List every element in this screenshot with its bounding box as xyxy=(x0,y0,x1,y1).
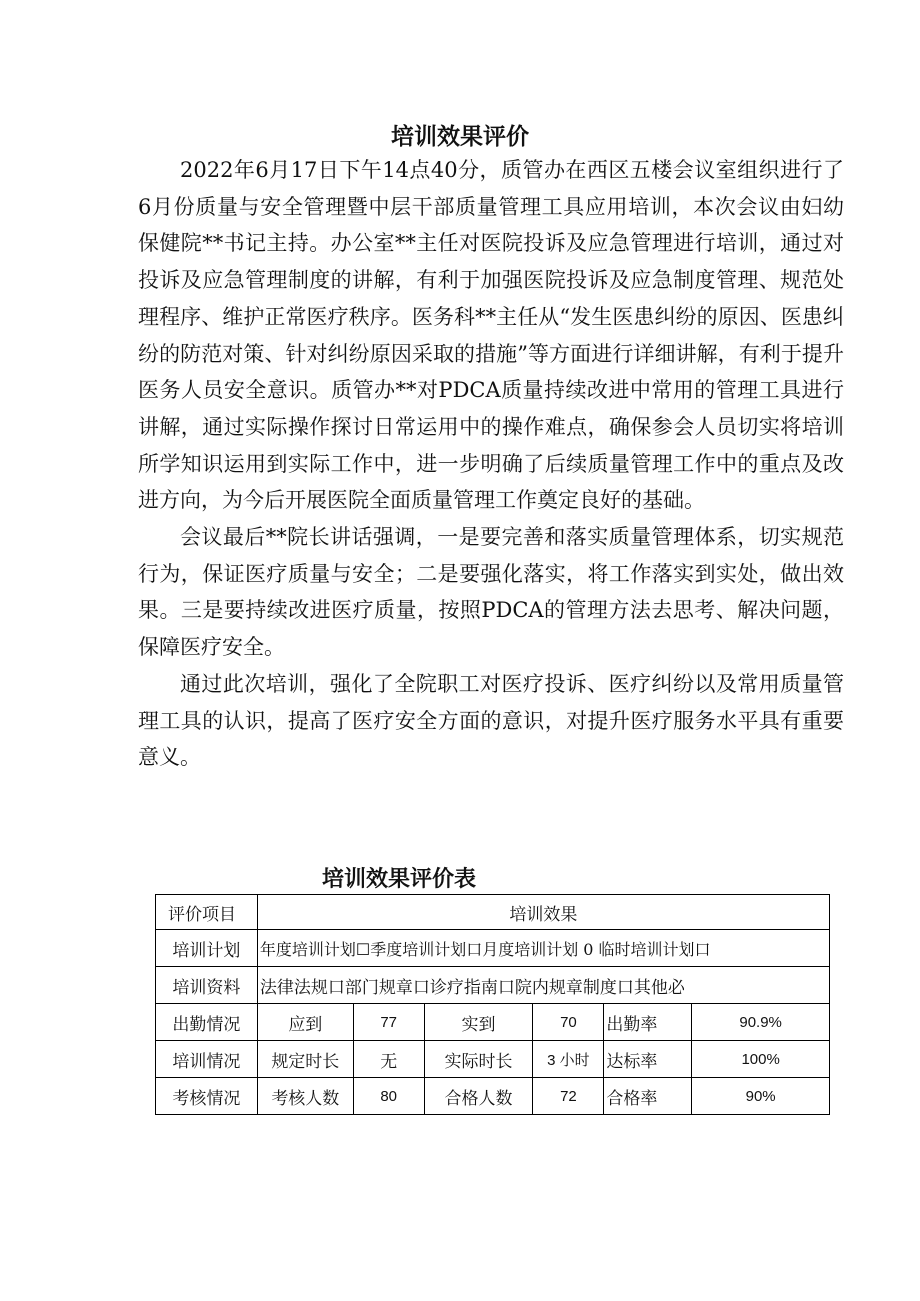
cell-key: 考核人数 xyxy=(257,1078,353,1115)
header-cell-item: 评价项目 xyxy=(156,895,258,930)
row-label: 出勤情况 xyxy=(156,1004,258,1041)
materials-value: 法律法规口部门规章口诊疗指南口院内规章制度口其他必 xyxy=(257,967,829,1004)
paragraph-1: 2022年6月17日下午14点40分，质管办在西区五楼会议室组织进行了6月份质量与安全管理暨中层干部质量管理工具应用培训，本次会议由妇幼保健院**书记主持。办公室**主任对医院投诉及应急管理进行培训，通过对投诉及应急管理制度的讲解，有利于加强医院投诉及应急制度管理、规范处理程序、维护正常医疗秩序。医务科**主任从“发生医患纠纷的原因、医患纠纷的防范对策、针对纠纷原因采取的措施”等方面进行详细讲解，有利于提升医务人员安全意识。质管办**对PDCA质量持续改进中常用的管理工具进行讲解，通过实际操作探讨日常运用中的操作难点，确保参会人员切实将培训所学知识运用到实际工作中，进一步明确了后续质量管理工作中的重点及改进方向，为今后开展医院全面质量管理工作奠定良好的基础。 xyxy=(138,158,844,513)
cell-key: 规定时长 xyxy=(257,1041,353,1078)
paragraph-3: 通过此次培训，强化了全院职工对医疗投诉、医疗纠纷以及常用质量管理工具的认识，提高了医疗安全方面的意识，对提升医疗服务水平具有重要意义。 xyxy=(138,671,844,770)
body-text xyxy=(138,152,844,776)
page-title: 培训效果评价 xyxy=(391,124,529,150)
cell-value: 90.9% xyxy=(692,1004,830,1041)
cell-value: 80 xyxy=(353,1078,424,1115)
cell-value: 3 小时 xyxy=(533,1041,604,1078)
table-row-assessment xyxy=(156,1078,830,1115)
cell-value: 77 xyxy=(353,1004,424,1041)
plan-value: 年度培训计划☐季度培训计划口月度培训计划 0 临时培训计划口 xyxy=(257,930,829,967)
cell-value: 90% xyxy=(692,1078,830,1115)
header-cell-effect: 培训效果 xyxy=(257,895,829,930)
evaluation-table xyxy=(155,894,830,1115)
cell-value: 72 xyxy=(533,1078,604,1115)
cell-key: 出勤率 xyxy=(604,1004,692,1041)
row-label: 培训计划 xyxy=(156,930,258,967)
paragraph-2: 会议最后**院长讲话强调，一是要完善和落实质量管理体系，切实规范行为，保证医疗质量与安全；二是要强化落实，将工作落实到实处，做出效果。三是要持续改进医疗质量，按照PDCA的管理方法去思考、解决问题，保障医疗安全。 xyxy=(138,525,844,660)
cell-key: 应到 xyxy=(257,1004,353,1041)
table-row-materials xyxy=(156,967,830,1004)
table-row-attendance xyxy=(156,1004,830,1041)
row-label: 培训资料 xyxy=(156,967,258,1004)
cell-key: 实际时长 xyxy=(424,1041,533,1078)
row-label: 培训情况 xyxy=(156,1041,258,1078)
cell-key: 合格人数 xyxy=(424,1078,533,1115)
table-title: 培训效果评价表 xyxy=(322,867,477,892)
cell-value: 无 xyxy=(353,1041,424,1078)
cell-value: 100% xyxy=(692,1041,830,1078)
cell-key: 达标率 xyxy=(604,1041,692,1078)
table-row-plan xyxy=(156,930,830,967)
table-header-row xyxy=(156,895,830,930)
table-row-training xyxy=(156,1041,830,1078)
cell-key: 合格率 xyxy=(604,1078,692,1115)
cell-value: 70 xyxy=(533,1004,604,1041)
cell-key: 实到 xyxy=(424,1004,533,1041)
row-label: 考核情况 xyxy=(156,1078,258,1115)
